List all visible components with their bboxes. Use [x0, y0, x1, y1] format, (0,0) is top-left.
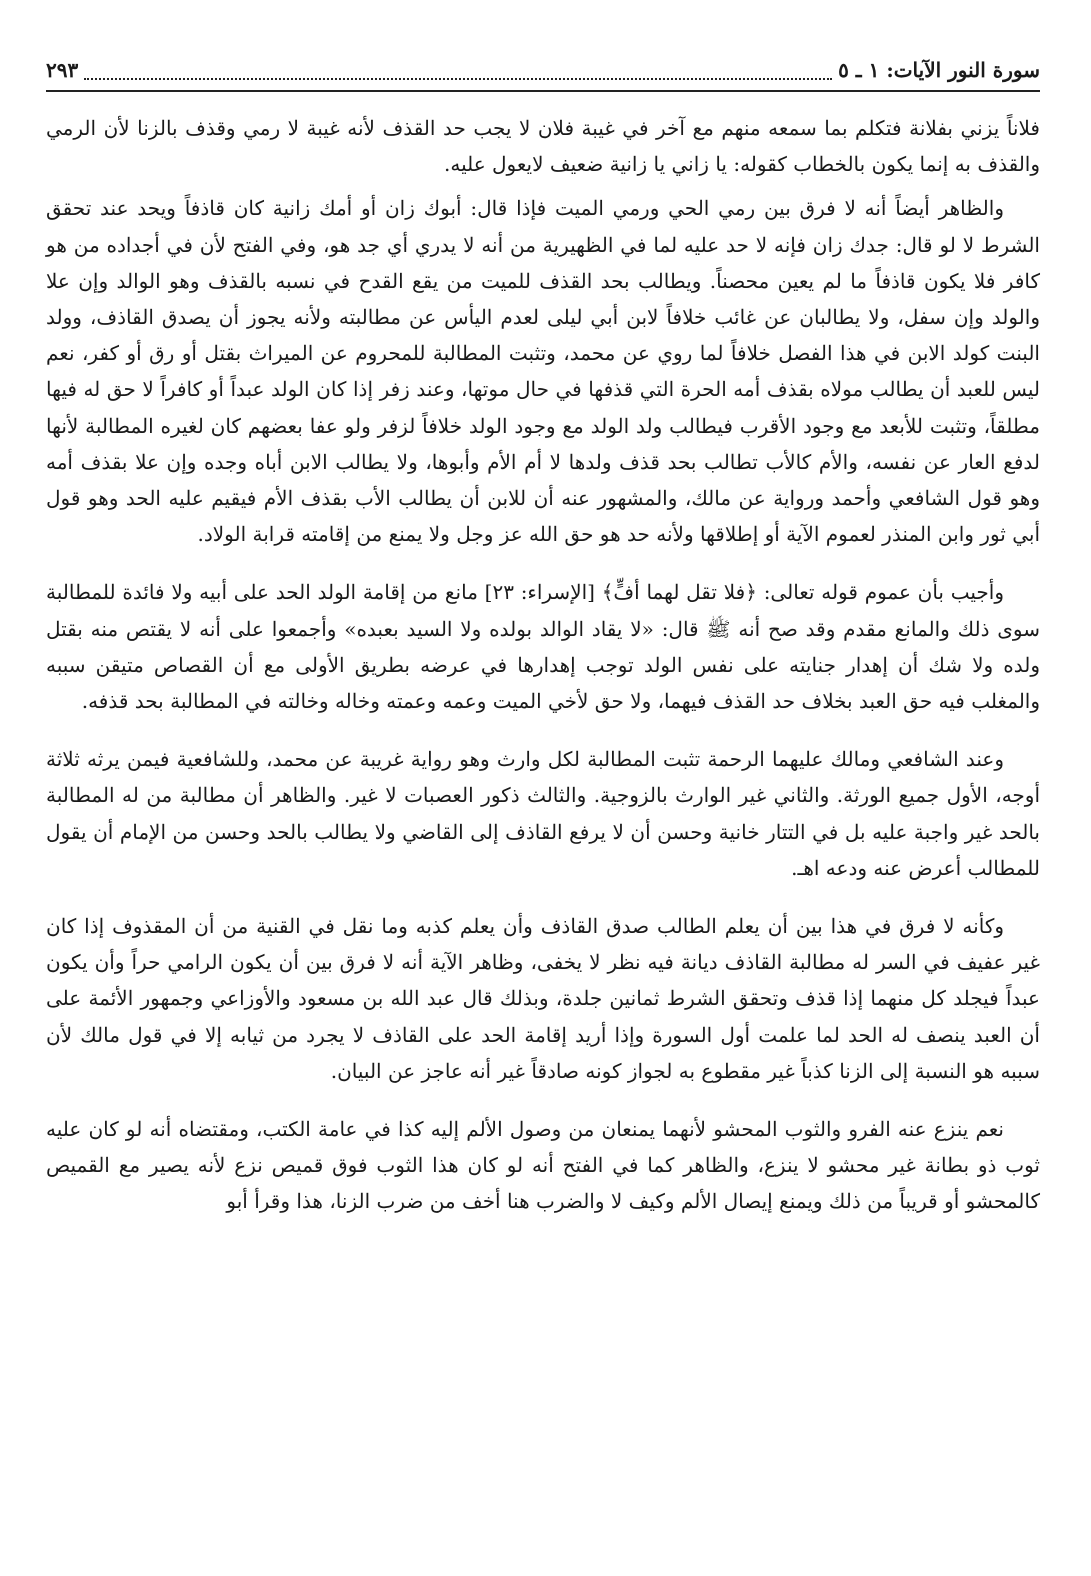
paragraph-4: وعند الشافعي ومالك عليهما الرحمة تثبت المطالبة لكل وارث وهو رواية غريبة عن محمد، وللشافعية فيمن يرثه ثلاثة أوجه، الأول جميع الورثة. والثاني غير الوارث بالزوجية. والثالث ذكور العصبات لا غير. والظاهر أن مطالبة من له المطالبة بالحد غير واجبة عليه بل في التتار خانية وحسن أن لا يرفع القاذف إلى القاضي ولا يطالب بالحد وحسن من الإمام أن يقول للمطالب أعرض عنه ودعه اهـ.: [46, 747, 1040, 880]
paragraph-5: وكأنه لا فرق في هذا بين أن يعلم الطالب صدق القاذف وأن يعلم كذبه وما نقل في القنية من أن المقذوف إذا كان غير عفيف في السر له مطالبة القاذف ديانة فيه نظر لا يخفى، وظاهر الآية أنه لا فرق بين أن يكون الرامي حراً وأن يكون عبداً فيجلد كل منهما إذا قذف وتحقق الشرط ثمانين جلدة، وبذلك قال عبد الله بن مسعود والأوزاعي وجمهور الأئمة على أن العبد ينصف له الحد لما علمت أول السورة وإذا أريد إقامة الحد على القاذف لا يجرد من ثيابه إلا في قول مالك لأن سببه هو النسبة إلى الزنا كذباً غير مقطوع به لجواز كونه صادقاً غير أنه عاجز عن البيان.: [46, 914, 1040, 1083]
running-header: [46, 58, 1040, 92]
paragraph-gap: [46, 182, 1040, 190]
paragraph-3: وأجيب بأن عموم قوله تعالى: ﴿فلا تقل لهما أفٍّ﴾ [الإسراء: ٢٣] مانع من إقامة الولد الحد على أبيه ولا فائدة للمطالبة سوى ذلك والمانع مقدم وقد صح أنه ﷺ قال: «لا يقاد الوالد بولده ولا السيد بعبده» وأجمعوا على أنه لا يقتص منه بقتل ولده ولا شك أن إهدار جنايته على نفس الولد توجب إهدارها في عرضه بطريق الأولى مع أن القصاص متيقن سببه والمغلب فيه حق العبد بخلاف حد القذف فيهما، ولا حق لأخي الميت وعمه وعمته وخاله وخالته في المطالبة بحد قذفه.: [46, 580, 1040, 714]
paragraph-1: فلاناً يزني بفلانة فتكلم بما سمعه منهم مع آخر في غيبة فلان لا يجب حد القذف لأنه غيبة لا رمي وقذف بالزنا لأن الرمي والقذف به إنما يكون بالخطاب كقوله: يا زاني يا زانية ضعيف لايعول عليه.: [46, 116, 1040, 177]
header-leader-dots: [84, 64, 832, 80]
book-page: [46, 58, 1040, 1558]
paragraph-gap: [46, 552, 1040, 574]
paragraph-6: نعم ينزع عنه الفرو والثوب المحشو لأنهما يمنعان من وصول الألم إليه كذا في عامة الكتب، ومقتضاه أنه لو كان عليه ثوب ذو بطانة غير محشو لا ينزع، والظاهر كما في الفتح أنه لو كان هذا الثوب فوق قميص نزع لأنه يصير مع القميص كالمحشو أو قريباً من ذلك ويمنع إيصال الألم وكيف لا والضرب هنا أخف من ضرب الزنا، هذا وقرأ أبو: [46, 1117, 1040, 1214]
paragraph-2: والظاهر أيضاً أنه لا فرق بين رمي الحي ورمي الميت فإذا قال: أبوك زان أو أمك زانية كان قاذفاً ويحد عند تحقق الشرط لا لو قال: جدك زان فإنه لا حد عليه لما في الظهيرية من أنه لا يدري أي جد هو، وفي الفتح لأن في أجداده من هو كافر فلا يكون قاذفاً ما لم يعين محصناً. ويطالب بحد القذف للميت من يقع القدح في نسبه بالقذف وهو الوالد وإن علا والولد وإن سفل، ولا يطالبان عن غائب خلافاً لابن أبي ليلى لعدم اليأس عن مطالبته ولأنه يجوز أن يصدق القاذف، وولد البنت كولد الابن في هذا الفصل خلافاً لما روي عن محمد، وتثبت المطالبة للمحروم عن الميراث بقتل أو رق أو كفر، نعم ليس للعبد أن يطالب مولاه بقذف أمه الحرة التي قذفها في حال موتها، وعند زفر إذا كان الولد عبداً أو كافراً لا حق له فيها مطلقاً، وتثبت للأبعد مع وجود الأقرب فيطالب ولد الولد مع وجود الولد خلافاً لزفر ولو عفا بعضهم كان لغيره المطالبة لأنها لدفع العار عن نفسه، والأم كالأب تطالب بحد قذف ولدها لا أم الأم وأبوها، ولا يطالب الابن أباه وجده وإن علا بقذف أمه وهو قول الشافعي وأحمد ورواية عن مالك، والمشهور عنه أن للابن أن يطالب الأب بقذف الأم فيقيم عليه الحد وهو قول أبي ثور وابن المنذر لعموم الآية أو إطلاقها ولأنه حد هو حق الله عز وجل ولا يمنع من إقامته قرابة الولاد.: [46, 196, 1041, 547]
page-number: ٢٩٣: [46, 58, 79, 82]
paragraph-gap: [46, 1089, 1040, 1111]
paragraph-gap: [46, 719, 1040, 741]
paragraph-gap: [46, 886, 1040, 908]
header-title: سورة النور الآيات: ١ ـ ٥: [838, 58, 1040, 82]
